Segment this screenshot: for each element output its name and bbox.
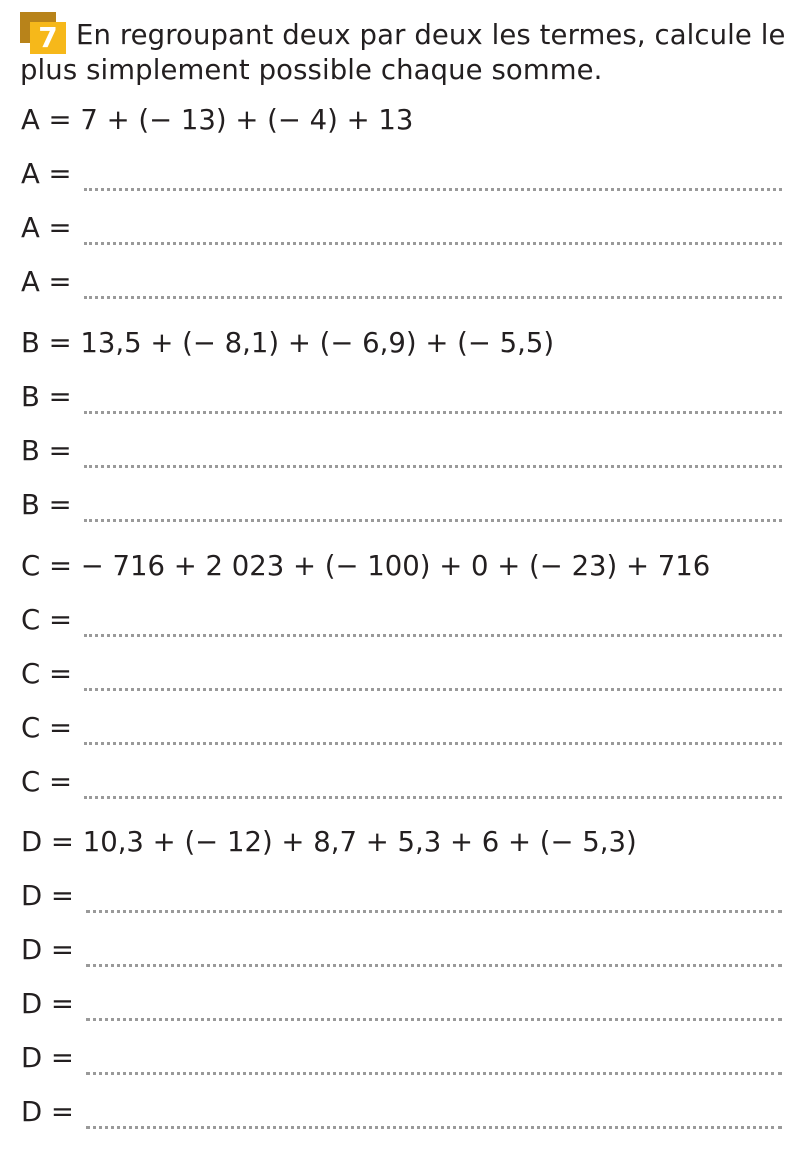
answer-input[interactable] [86, 942, 782, 967]
sum-a-answer-line-3[interactable] [21, 265, 782, 299]
answer-prefix: C = [21, 604, 72, 636]
sum-c-answer-line-3[interactable] [21, 711, 782, 745]
exercise-header [20, 12, 795, 88]
sum-c-answer-line-4[interactable] [21, 765, 782, 799]
answer-input[interactable] [84, 774, 782, 799]
answer-prefix: A = [21, 158, 72, 190]
answer-input[interactable] [86, 1050, 782, 1075]
exercise-number-badge [20, 12, 66, 54]
answer-prefix: C = [21, 712, 72, 744]
sum-c-answer-line-1[interactable] [21, 603, 782, 637]
answer-input[interactable] [86, 888, 782, 913]
answer-prefix: D = [21, 988, 74, 1020]
answer-input[interactable] [84, 666, 782, 691]
answer-prefix: C = [21, 658, 72, 690]
answer-prefix: A = [21, 266, 72, 298]
answer-input[interactable] [86, 1104, 782, 1129]
sum-d-answer-line-4[interactable] [21, 1041, 782, 1075]
answer-prefix: D = [21, 1096, 74, 1128]
sum-d-answer-line-3[interactable] [21, 987, 782, 1021]
answer-prefix: B = [21, 489, 72, 521]
exercise-number: 7 [30, 22, 66, 54]
answer-prefix: D = [21, 880, 74, 912]
answer-input[interactable] [84, 612, 782, 637]
answer-input[interactable] [84, 720, 782, 745]
sum-d-answer-line-5[interactable] [21, 1095, 782, 1129]
sum-c-answer-line-2[interactable] [21, 657, 782, 691]
sum-d-answer-line-1[interactable] [21, 879, 782, 913]
sum-b-answer-line-1[interactable] [21, 380, 782, 414]
answer-prefix: C = [21, 766, 72, 798]
exercise-instruction: En regroupant deux par deux les termes, calcule le plus simplement possible chaque somme. [20, 19, 786, 86]
sum-b-expression: B = 13,5 + (− 8,1) + (− 6,9) + (− 5,5) [21, 327, 555, 359]
answer-input[interactable] [84, 166, 782, 191]
sum-a-answer-line-1[interactable] [21, 157, 782, 191]
sum-d-expression: D = 10,3 + (− 12) + 8,7 + 5,3 + 6 + (− 5,3) [21, 826, 637, 858]
sum-a-answer-line-2[interactable] [21, 211, 782, 245]
answer-input[interactable] [86, 996, 782, 1021]
sum-c-expression: C = − 716 + 2 023 + (− 100) + 0 + (− 23) + 716 [21, 550, 711, 582]
answer-prefix: D = [21, 1042, 74, 1074]
sum-d-answer-line-2[interactable] [21, 933, 782, 967]
answer-input[interactable] [84, 274, 782, 299]
answer-prefix: B = [21, 435, 72, 467]
answer-input[interactable] [84, 389, 782, 414]
answer-input[interactable] [84, 443, 782, 468]
answer-prefix: D = [21, 934, 74, 966]
sum-a-expression: A = 7 + (− 13) + (− 4) + 13 [21, 104, 414, 136]
answer-prefix: A = [21, 212, 72, 244]
sum-b-answer-line-3[interactable] [21, 488, 782, 522]
answer-input[interactable] [84, 497, 782, 522]
answer-prefix: B = [21, 381, 72, 413]
sum-b-answer-line-2[interactable] [21, 434, 782, 468]
answer-input[interactable] [84, 220, 782, 245]
